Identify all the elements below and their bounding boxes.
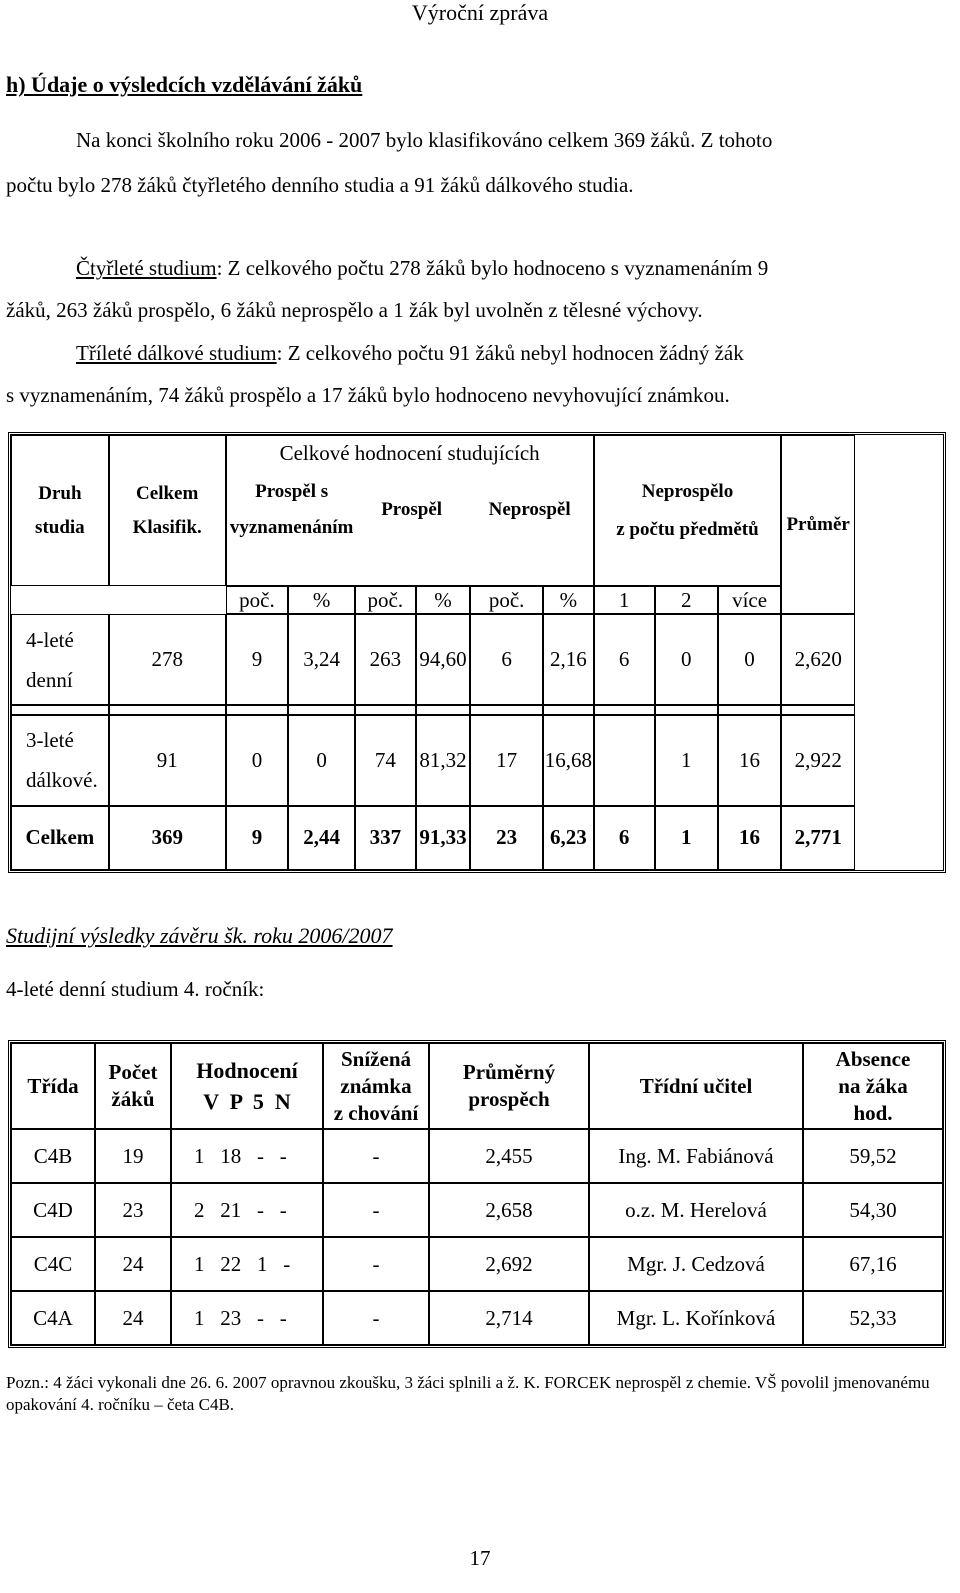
cell-absence: 52,33 bbox=[803, 1291, 943, 1345]
results-summary-table bbox=[8, 432, 946, 873]
cell-pocet: 24 bbox=[95, 1237, 171, 1291]
cell-trida: C4D bbox=[11, 1183, 95, 1237]
cell-ucitel: Mgr. J. Cedzová bbox=[589, 1237, 803, 1291]
cell: 6,23 bbox=[543, 806, 594, 870]
page-number: 17 bbox=[469, 1546, 491, 1570]
table1-header-row bbox=[11, 435, 943, 586]
cell-trida: C4C bbox=[11, 1237, 95, 1291]
para-4lete-rest: : Z celkového počtu 278 žáků bylo hodnoceno s vyznamenáním 9 bbox=[216, 256, 769, 280]
cell bbox=[594, 715, 655, 806]
cell: 263 bbox=[355, 614, 416, 705]
cell-ucitel: Ing. M. Fabiánová bbox=[589, 1129, 803, 1183]
th-sub: % bbox=[543, 586, 594, 614]
cell: 1 bbox=[655, 715, 718, 806]
table-row bbox=[11, 715, 943, 806]
cell-prumer: 2,658 bbox=[429, 1183, 589, 1237]
para-4lete-line1 bbox=[6, 246, 946, 291]
th-prumer: Průměr bbox=[781, 435, 855, 614]
cell-hodnoceni: 1 23 - - bbox=[171, 1291, 323, 1345]
results-title: Studijní výsledky závěru šk. roku 2006/2007 bbox=[6, 923, 393, 948]
para-3lete-line2: s vyznamenáním, 74 žáků prospělo a 17 žáků bylo hodnoceno nevyhovující známkou. bbox=[6, 383, 730, 407]
cell-prumer: 2,455 bbox=[429, 1129, 589, 1183]
footnote: Pozn.: 4 žáci vykonali dne 26. 6. 2007 opravnou zkoušku, 3 žáci splnili a ž. K. FORCEK neprospěl z chemie. VŠ povolil jmenovanému opakování 4. ročníku – četa C4B. bbox=[6, 1373, 930, 1414]
results-subtitle: 4-leté denní studium 4. ročník: bbox=[6, 977, 265, 1001]
table-row bbox=[11, 1183, 943, 1237]
th-snizena: Snížená známka z chování bbox=[323, 1043, 429, 1129]
intro-line2: počtu bylo 278 žáků čtyřletého denního studia a 91 žáků dálkového studia. bbox=[6, 173, 634, 197]
table1-spacer-row bbox=[11, 705, 943, 715]
cell: 0 bbox=[288, 715, 355, 806]
para-4lete-line2: žáků, 263 žáků prospělo, 6 žáků neprospělo a 1 žák byl uvolněn z tělesné výchovy. bbox=[6, 298, 703, 322]
cell-trida: C4B bbox=[11, 1129, 95, 1183]
th-sub: 1 bbox=[594, 586, 655, 614]
table-row bbox=[11, 1129, 943, 1183]
cell: 1 bbox=[655, 806, 718, 870]
cell-ucitel: Mgr. L. Kořínková bbox=[589, 1291, 803, 1345]
cell-pocet: 24 bbox=[95, 1291, 171, 1345]
th-pocet: Počet žáků bbox=[95, 1043, 171, 1129]
cell: 6 bbox=[470, 614, 543, 705]
th-prumerny: Průměrný prospěch bbox=[429, 1043, 589, 1129]
cell: 74 bbox=[355, 715, 416, 806]
cell: 278 bbox=[109, 614, 226, 705]
cell: 6 bbox=[594, 806, 655, 870]
th-sub: více bbox=[718, 586, 782, 614]
cell: 2,620 bbox=[781, 614, 855, 705]
cell-trida: C4A bbox=[11, 1291, 95, 1345]
page-header: Výroční zpráva bbox=[411, 0, 549, 25]
th-vyznamenanim: Prospěl s vyznamenáním bbox=[229, 481, 354, 538]
cell: 9 bbox=[226, 806, 289, 870]
th-group-title: Celkové hodnocení studujících bbox=[279, 441, 540, 465]
th-trida: Třída bbox=[11, 1043, 95, 1129]
cell-hodnoceni: 2 21 - - bbox=[171, 1183, 323, 1237]
cell-prumer: 2,692 bbox=[429, 1237, 589, 1291]
cell-hodnoceni: 1 22 1 - bbox=[171, 1237, 323, 1291]
th-prospel: Prospěl bbox=[381, 499, 443, 520]
cell: 6 bbox=[594, 614, 655, 705]
table-total-row bbox=[11, 806, 943, 870]
cell: 9 bbox=[226, 614, 289, 705]
cell: 17 bbox=[470, 715, 543, 806]
cell: 94,60 bbox=[416, 614, 471, 705]
th-group bbox=[226, 435, 594, 586]
cell: 91 bbox=[109, 715, 226, 806]
th-neprospelo: Neprospělo z počtu předmětů bbox=[594, 435, 782, 586]
th-celkem: Celkem Klasifik. bbox=[109, 435, 226, 586]
th-hodnoceni: Hodnocení V P 5 N bbox=[171, 1043, 323, 1129]
table-row bbox=[11, 1291, 943, 1345]
cell: 91,33 bbox=[416, 806, 471, 870]
cell: 0 bbox=[226, 715, 289, 806]
cell-snizena: - bbox=[323, 1237, 429, 1291]
cell: 337 bbox=[355, 806, 416, 870]
table-row bbox=[11, 1237, 943, 1291]
total-label: Celkem bbox=[11, 806, 109, 870]
cell-snizena: - bbox=[323, 1291, 429, 1345]
cell-snizena: - bbox=[323, 1129, 429, 1183]
cell-pocet: 19 bbox=[95, 1129, 171, 1183]
section-title: h) Údaje o výsledcích vzdělávání žáků bbox=[6, 72, 363, 97]
table-row bbox=[11, 614, 943, 705]
class-results-table bbox=[8, 1040, 946, 1348]
cell: 23 bbox=[470, 806, 543, 870]
cell-hodnoceni: 1 18 - - bbox=[171, 1129, 323, 1183]
row-label: 3-leté dálkové. bbox=[11, 715, 109, 806]
para-3lete-rest: : Z celkového počtu 91 žáků nebyl hodnocen žádný žák bbox=[276, 341, 744, 365]
cell: 16 bbox=[718, 806, 782, 870]
cell-prumer: 2,714 bbox=[429, 1291, 589, 1345]
th-sub: poč. bbox=[226, 586, 289, 614]
row-label: 4-leté denní bbox=[11, 614, 109, 705]
cell: 2,44 bbox=[288, 806, 355, 870]
cell-pocet: 23 bbox=[95, 1183, 171, 1237]
th-sub: % bbox=[288, 586, 355, 614]
th-sub: 2 bbox=[655, 586, 718, 614]
cell: 0 bbox=[718, 614, 782, 705]
cell: 2,771 bbox=[781, 806, 855, 870]
cell-absence: 67,16 bbox=[803, 1237, 943, 1291]
cell-absence: 59,52 bbox=[803, 1129, 943, 1183]
cell-absence: 54,30 bbox=[803, 1183, 943, 1237]
table2-header-row bbox=[11, 1043, 943, 1129]
cell: 16 bbox=[718, 715, 782, 806]
para-4lete-label: Čtyřleté studium bbox=[76, 256, 217, 280]
cell-snizena: - bbox=[323, 1183, 429, 1237]
th-ucitel: Třídní učitel bbox=[589, 1043, 803, 1129]
cell: 81,32 bbox=[416, 715, 471, 806]
th-sub: poč. bbox=[470, 586, 543, 614]
cell: 369 bbox=[109, 806, 226, 870]
cell: 16,68 bbox=[543, 715, 594, 806]
th-druh: Druh studia bbox=[11, 435, 109, 586]
cell: 3,24 bbox=[288, 614, 355, 705]
cell: 0 bbox=[655, 614, 718, 705]
intro-line1: Na konci školního roku 2006 - 2007 bylo klasifikováno celkem 369 žáků. Z tohoto bbox=[76, 128, 773, 152]
cell: 2,922 bbox=[781, 715, 855, 806]
th-absence: Absence na žáka hod. bbox=[803, 1043, 943, 1129]
th-sub: poč. bbox=[355, 586, 416, 614]
cell: 2,16 bbox=[543, 614, 594, 705]
para-3lete-label: Tříleté dálkové studium bbox=[76, 341, 277, 365]
para-3lete-line1 bbox=[6, 331, 946, 376]
cell-ucitel: o.z. M. Herelová bbox=[589, 1183, 803, 1237]
th-neprospel: Neprospěl bbox=[488, 499, 571, 520]
th-sub: % bbox=[416, 586, 471, 614]
